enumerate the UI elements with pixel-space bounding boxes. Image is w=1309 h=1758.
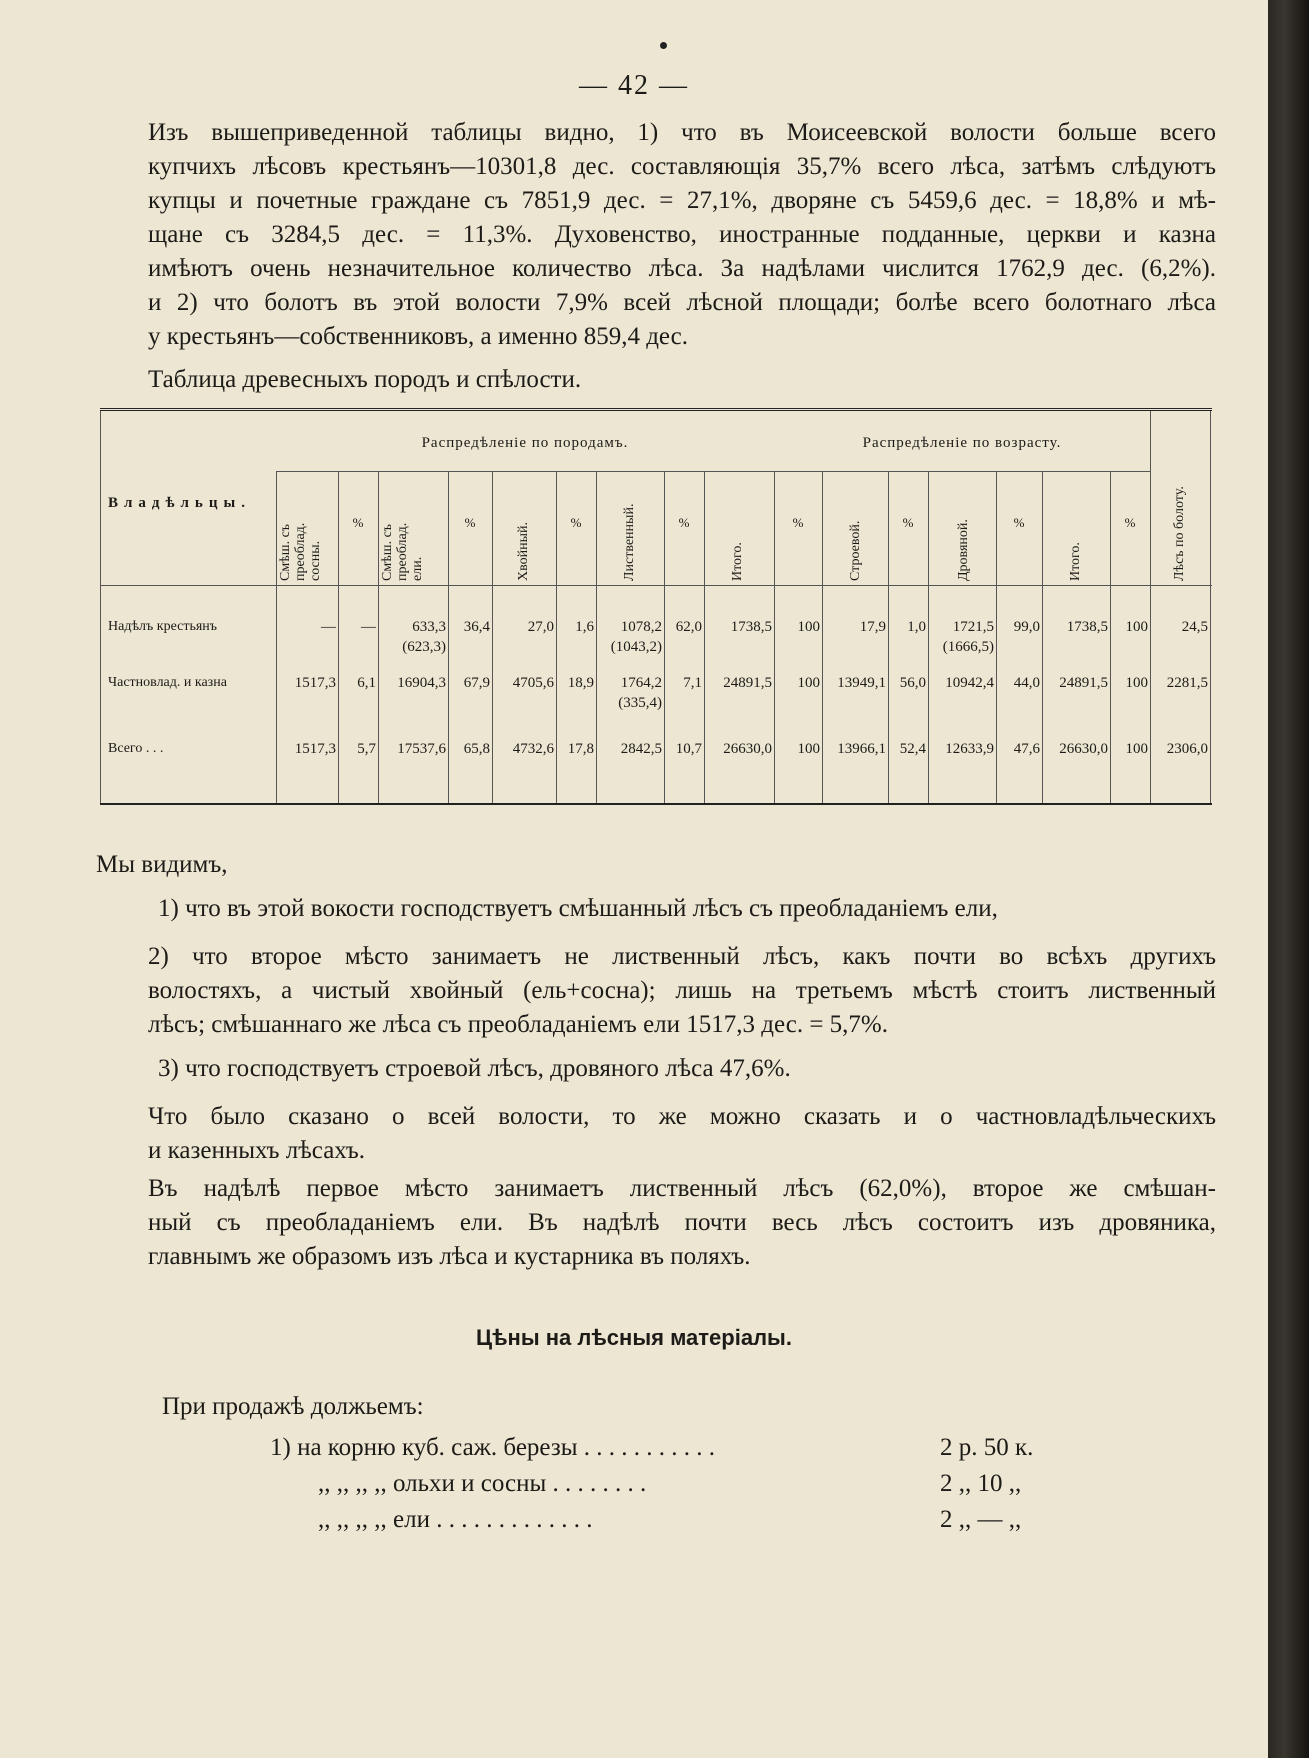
table-cell: 1738,5 — [730, 619, 772, 635]
table-cell: 27,0 — [527, 619, 554, 635]
private-forests-paragraph — [96, 1100, 1216, 1168]
table-cell: 2842,5 — [620, 741, 662, 757]
private-line: и казенныхъ лѣсахъ. — [148, 1137, 366, 1164]
table-cell: 5,7 — [357, 741, 376, 757]
header-firewood: Дровяной. — [956, 519, 971, 581]
table-cell: 17537,6 — [397, 741, 446, 757]
price-row — [318, 1470, 646, 1498]
header-mixed-spruce: Смѣш. съ преоблад. ели. — [380, 522, 425, 581]
row-label: Надѣлъ крестьянъ — [108, 619, 218, 634]
header-pct: % — [902, 515, 914, 530]
allotment-line: ный съ преобладаніемъ ели. Въ надѣлѣ почти весь лѣсъ состоитъ изъ дровяника, — [148, 1209, 1216, 1236]
table-cell: 10942,4 — [945, 675, 994, 691]
header-conifer: Хвойный. — [516, 521, 531, 581]
price-label: ,, ,, ,, ,, ольхи и сосны . . . . . . . . — [318, 1470, 647, 1497]
table-subvalue: (335,4) — [618, 695, 662, 711]
we-see: Мы видимъ, — [96, 851, 228, 878]
header-swamp: Лѣсъ по болоту. — [1172, 486, 1187, 581]
page-mark — [660, 42, 667, 49]
price-row — [318, 1506, 592, 1534]
intro-line: купчихъ лѣсовъ крестьянъ—10301,8 дес. составляющія 35,7% всего лѣса, затѣмъ слѣдуютъ — [148, 153, 1216, 180]
intro-line: щане съ 3284,5 дес. = 11,3%. Духовенство, иностранные подданные, церкви и казна — [148, 221, 1216, 248]
private-line: Что было сказано о всей волости, то же можно сказать и о частновладѣльческихъ — [148, 1103, 1216, 1130]
price-value: 2 ,, — ,, — [940, 1506, 1022, 1533]
header-pct: % — [678, 515, 690, 530]
page-number: — 42 — — [579, 70, 689, 101]
table-cell: 1721,5 — [952, 619, 994, 635]
table-cell: 100 — [1125, 741, 1148, 757]
table-cell: 1517,3 — [294, 741, 336, 757]
intro-line: купцы и почетные граждане съ 7851,9 дес. = 27,1%, дворяне съ 5459,6 дес. = 18,8% и мѣ- — [148, 187, 1216, 214]
header-age-total: Итого. — [1068, 542, 1083, 581]
table-cell: 26630,0 — [723, 741, 772, 757]
table-cell: — — [361, 619, 376, 635]
table-cell: 13949,1 — [837, 675, 886, 691]
conclusion-point-3: 3) что господствуетъ строевой лѣсъ, дровяного лѣса 47,6%. — [158, 1055, 791, 1082]
prices-intro: При продажѣ должьемъ: — [162, 1393, 424, 1420]
table-cell: 56,0 — [899, 675, 926, 691]
header-pct: % — [352, 515, 364, 530]
point2-line: 2) что второе мѣсто занимаетъ не лиственный лѣсъ, какъ почти во всѣхъ другихъ — [148, 943, 1216, 970]
owners-header: Владѣльцы. — [108, 495, 251, 511]
header-pct: % — [464, 515, 476, 530]
intro-paragraph — [96, 116, 1216, 354]
header-mixed-pine: Смѣш. съ преоблад. сосны. — [278, 522, 323, 581]
table-cell: 100 — [797, 619, 820, 635]
price-value: 2 р. 50 к. — [940, 1434, 1034, 1461]
table-cell: 67,9 — [463, 675, 490, 691]
table-cell: 4705,6 — [512, 675, 554, 691]
table-cell: 1764,2 — [620, 675, 662, 691]
table-cell: 18,9 — [567, 675, 594, 691]
table-cell: 1,0 — [907, 619, 926, 635]
table-cell: 24891,5 — [723, 675, 772, 691]
table-subvalue: (1043,2) — [610, 639, 662, 655]
price-label: 1) на корню куб. саж. березы . . . . . . . . . . . — [270, 1434, 715, 1461]
intro-line: и 2) что болотъ въ этой волости 7,9% всей лѣсной площади; болѣе всего болотнаго лѣса — [148, 289, 1216, 316]
table-cell: 100 — [797, 741, 820, 757]
table-cell: 100 — [1125, 619, 1148, 635]
point2-line: лѣсъ; смѣшаннаго же лѣса съ преобладаніемъ ели 1517,3 дес. = 5,7%. — [148, 1011, 888, 1038]
table-cell: 65,8 — [463, 741, 490, 757]
prices-heading: Цѣны на лѣсныя матеріалы. — [476, 1325, 792, 1350]
point2-line: волостяхъ, а чистый хвойный (ель+сосна); лишь на третьемъ мѣстѣ стоитъ лиственный — [148, 977, 1216, 1004]
table-cell: 17,9 — [859, 619, 886, 635]
conclusion-point-2 — [96, 940, 1216, 1042]
header-timber: Строевой. — [848, 520, 863, 581]
table-cell: 10,7 — [675, 741, 702, 757]
intro-line: у крестьянъ—собственниковъ, а именно 859,4 дес. — [148, 323, 688, 350]
table-cell: 2306,0 — [1166, 741, 1208, 757]
table-cell: 47,6 — [1013, 741, 1040, 757]
table-cell: 2281,5 — [1166, 675, 1208, 691]
allotment-paragraph — [96, 1172, 1216, 1274]
price-row — [270, 1434, 715, 1462]
header-pct: % — [1013, 515, 1025, 530]
table-cell: 26630,0 — [1059, 741, 1108, 757]
table-cell: 1078,2 — [620, 619, 662, 635]
table-cell: 36,4 — [463, 619, 490, 635]
group-header-age: Распредѣленіе по возрасту. — [862, 435, 1062, 451]
table-cell: 7,1 — [683, 675, 702, 691]
table-cell: 100 — [797, 675, 820, 691]
table-cell: 1517,3 — [294, 675, 336, 691]
table-cell: 52,4 — [899, 741, 926, 757]
header-deciduous: Лиственный. — [622, 503, 637, 581]
table-cell: 1738,5 — [1066, 619, 1108, 635]
allotment-line: главнымъ же образомъ изъ лѣса и кустарника въ поляхъ. — [148, 1243, 751, 1270]
table-cell: 17,8 — [567, 741, 594, 757]
table-caption: Таблица древесныхъ породъ и спѣлости. — [148, 366, 582, 393]
table-subvalue: (623,3) — [402, 639, 446, 655]
table-cell: 633,3 — [412, 619, 446, 635]
allotment-line: Въ надѣлѣ первое мѣсто занимаетъ лиственный лѣсъ (62,0%), второе же смѣшан- — [148, 1175, 1216, 1202]
table-cell: 99,0 — [1013, 619, 1040, 635]
price-label: ,, ,, ,, ,, ели . . . . . . . . . . . . . — [318, 1506, 593, 1533]
table-cell: 16904,3 — [397, 675, 446, 691]
row-label: Частновлад. и казна — [108, 675, 227, 690]
table-cell: 24891,5 — [1059, 675, 1108, 691]
conclusion-point-1: 1) что въ этой вокости господствуетъ смѣшанный лѣсъ съ преобладаніемъ ели, — [158, 895, 998, 922]
row-label: Всего . . . — [108, 741, 164, 756]
table-cell: 6,1 — [357, 675, 376, 691]
table-cell: — — [321, 619, 336, 635]
table-cell: 24,5 — [1181, 619, 1208, 635]
header-pct: % — [570, 515, 582, 530]
table-subvalue: (1666,5) — [942, 639, 994, 655]
table-cell: 1,6 — [575, 619, 594, 635]
header-pct: % — [792, 515, 804, 530]
table-cell: 12633,9 — [945, 741, 994, 757]
species-age-table — [100, 408, 1212, 805]
table-cell: 62,0 — [675, 619, 702, 635]
table-cell: 100 — [1125, 675, 1148, 691]
table-cell: 4732,6 — [512, 741, 554, 757]
intro-line: имѣютъ очень незначительное количество лѣса. За надѣлами числится 1762,9 дес. (6,2%). — [148, 255, 1216, 282]
price-value: 2 ,, 10 ,, — [940, 1470, 1022, 1497]
intro-line: Изъ вышеприведенной таблицы видно, 1) что въ Моисеевской волости больше всего — [148, 119, 1216, 146]
table-cell: 44,0 — [1013, 675, 1040, 691]
binding-edge — [1268, 0, 1309, 1758]
header-total: Итого. — [730, 542, 745, 581]
header-pct: % — [1124, 515, 1136, 530]
table-cell: 13966,1 — [837, 741, 886, 757]
group-header-species: Распредѣленіе по породамъ. — [421, 435, 629, 451]
